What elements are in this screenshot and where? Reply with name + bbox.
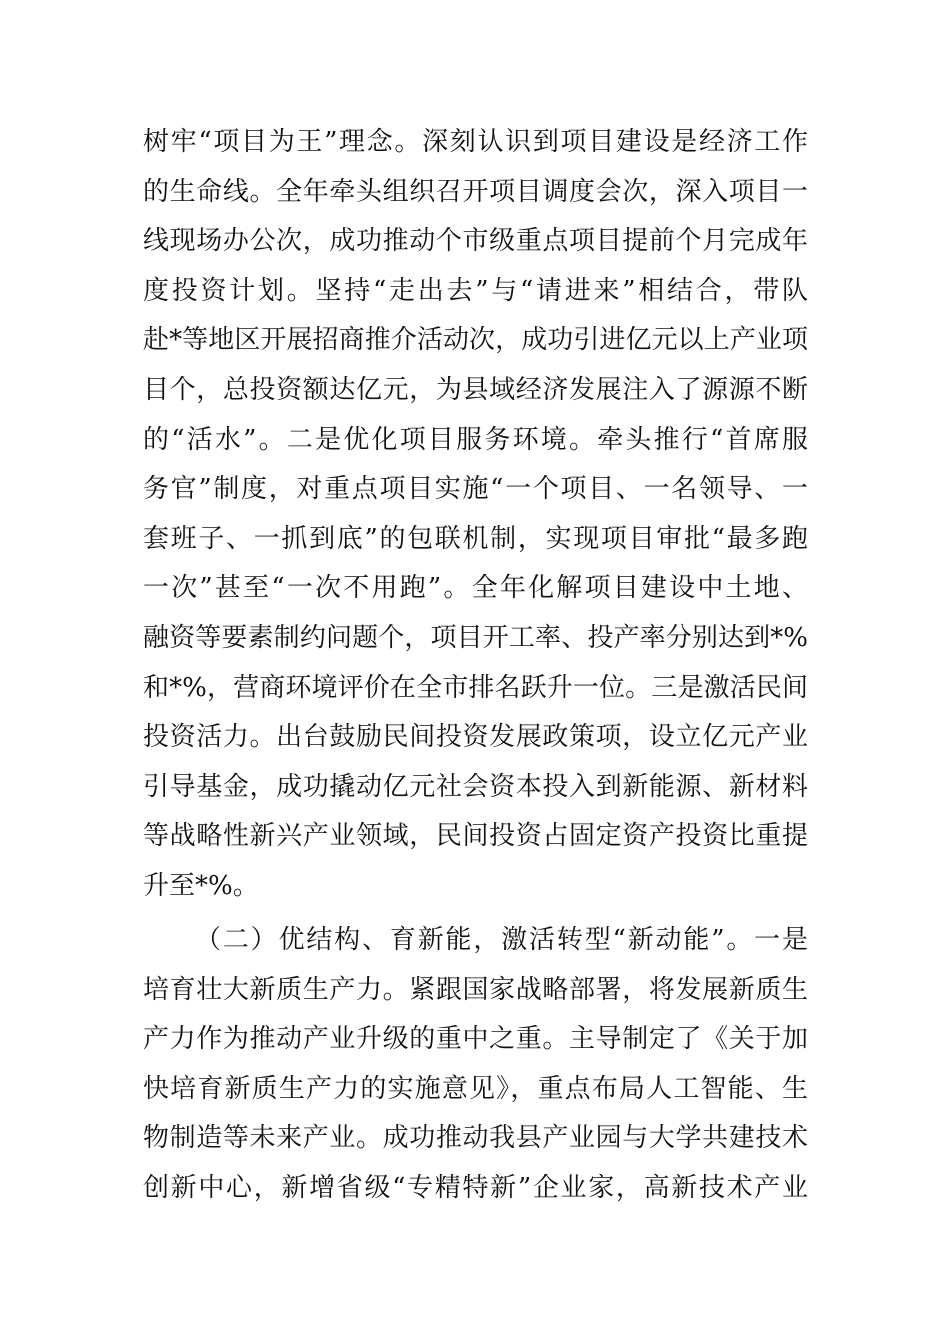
- text-line: 度投资计划。坚持“走出去”与“请进来”相结合，带队: [143, 275, 808, 306]
- text-line: 融资等要素制约问题个，项目开工率、投产率分别达到*%: [143, 622, 808, 653]
- text-line: 快培育新质生产力的实施意见》，重点布局人工智能、生: [143, 1073, 808, 1104]
- text-line: 升至*%。: [143, 870, 259, 901]
- text-line: 的生命线。全年牵头组织召开项目调度会次，深入项目一: [143, 176, 808, 207]
- text-line: 和*%，营商环境评价在全市排名跃升一位。三是激活民间: [143, 672, 808, 703]
- text-line: 的“活水”。二是优化项目服务环境。牵头推行“首席服: [143, 424, 808, 455]
- text-line: 产力作为推动产业升级的重中之重。主导制定了《关于加: [143, 1024, 808, 1055]
- text-line: 物制造等未来产业。成功推动我县产业园与大学共建技术: [143, 1123, 808, 1154]
- text-line: 务官”制度，对重点项目实施“一个项目、一名领导、一: [143, 474, 808, 505]
- text-line: 赴*等地区开展招商推介活动次，成功引进亿元以上产业项: [143, 325, 808, 356]
- text-line: 套班子、一抓到底”的包联机制，实现项目审批“最多跑: [143, 523, 808, 554]
- text-line: 创新中心，新增省级“专精特新”企业家，高新技术产业: [143, 1172, 808, 1203]
- text-line: 一次”甚至“一次不用跑”。全年化解项目建设中土地、: [143, 573, 808, 604]
- paragraph-project-investment: [143, 118, 808, 912]
- text-line: 线现场办公次，成功推动个市级重点项目提前个月完成年: [143, 226, 808, 257]
- text-line: 树牢“项目为王”理念。深刻认识到项目建设是经济工作: [143, 127, 808, 157]
- paragraph-new-momentum: [143, 916, 808, 1214]
- text-line: 投资活力。出台鼓励民间投资发展政策项，设立亿元产业: [143, 722, 808, 753]
- text-line: 培育壮大新质生产力。紧跟国家战略部署，将发展新质生: [143, 974, 808, 1005]
- text-line: 等战略性新兴产业领域，民间投资占固定资产投资比重提: [143, 821, 808, 852]
- text-line: 目个，总投资额达亿元，为县域经济发展注入了源源不断: [143, 374, 808, 405]
- text-line: 引导基金，成功撬动亿元社会资本投入到新能源、新材料: [143, 771, 808, 802]
- section-heading-line: （二）优结构、育新能，激活转型“新动能”。一是: [195, 925, 808, 955]
